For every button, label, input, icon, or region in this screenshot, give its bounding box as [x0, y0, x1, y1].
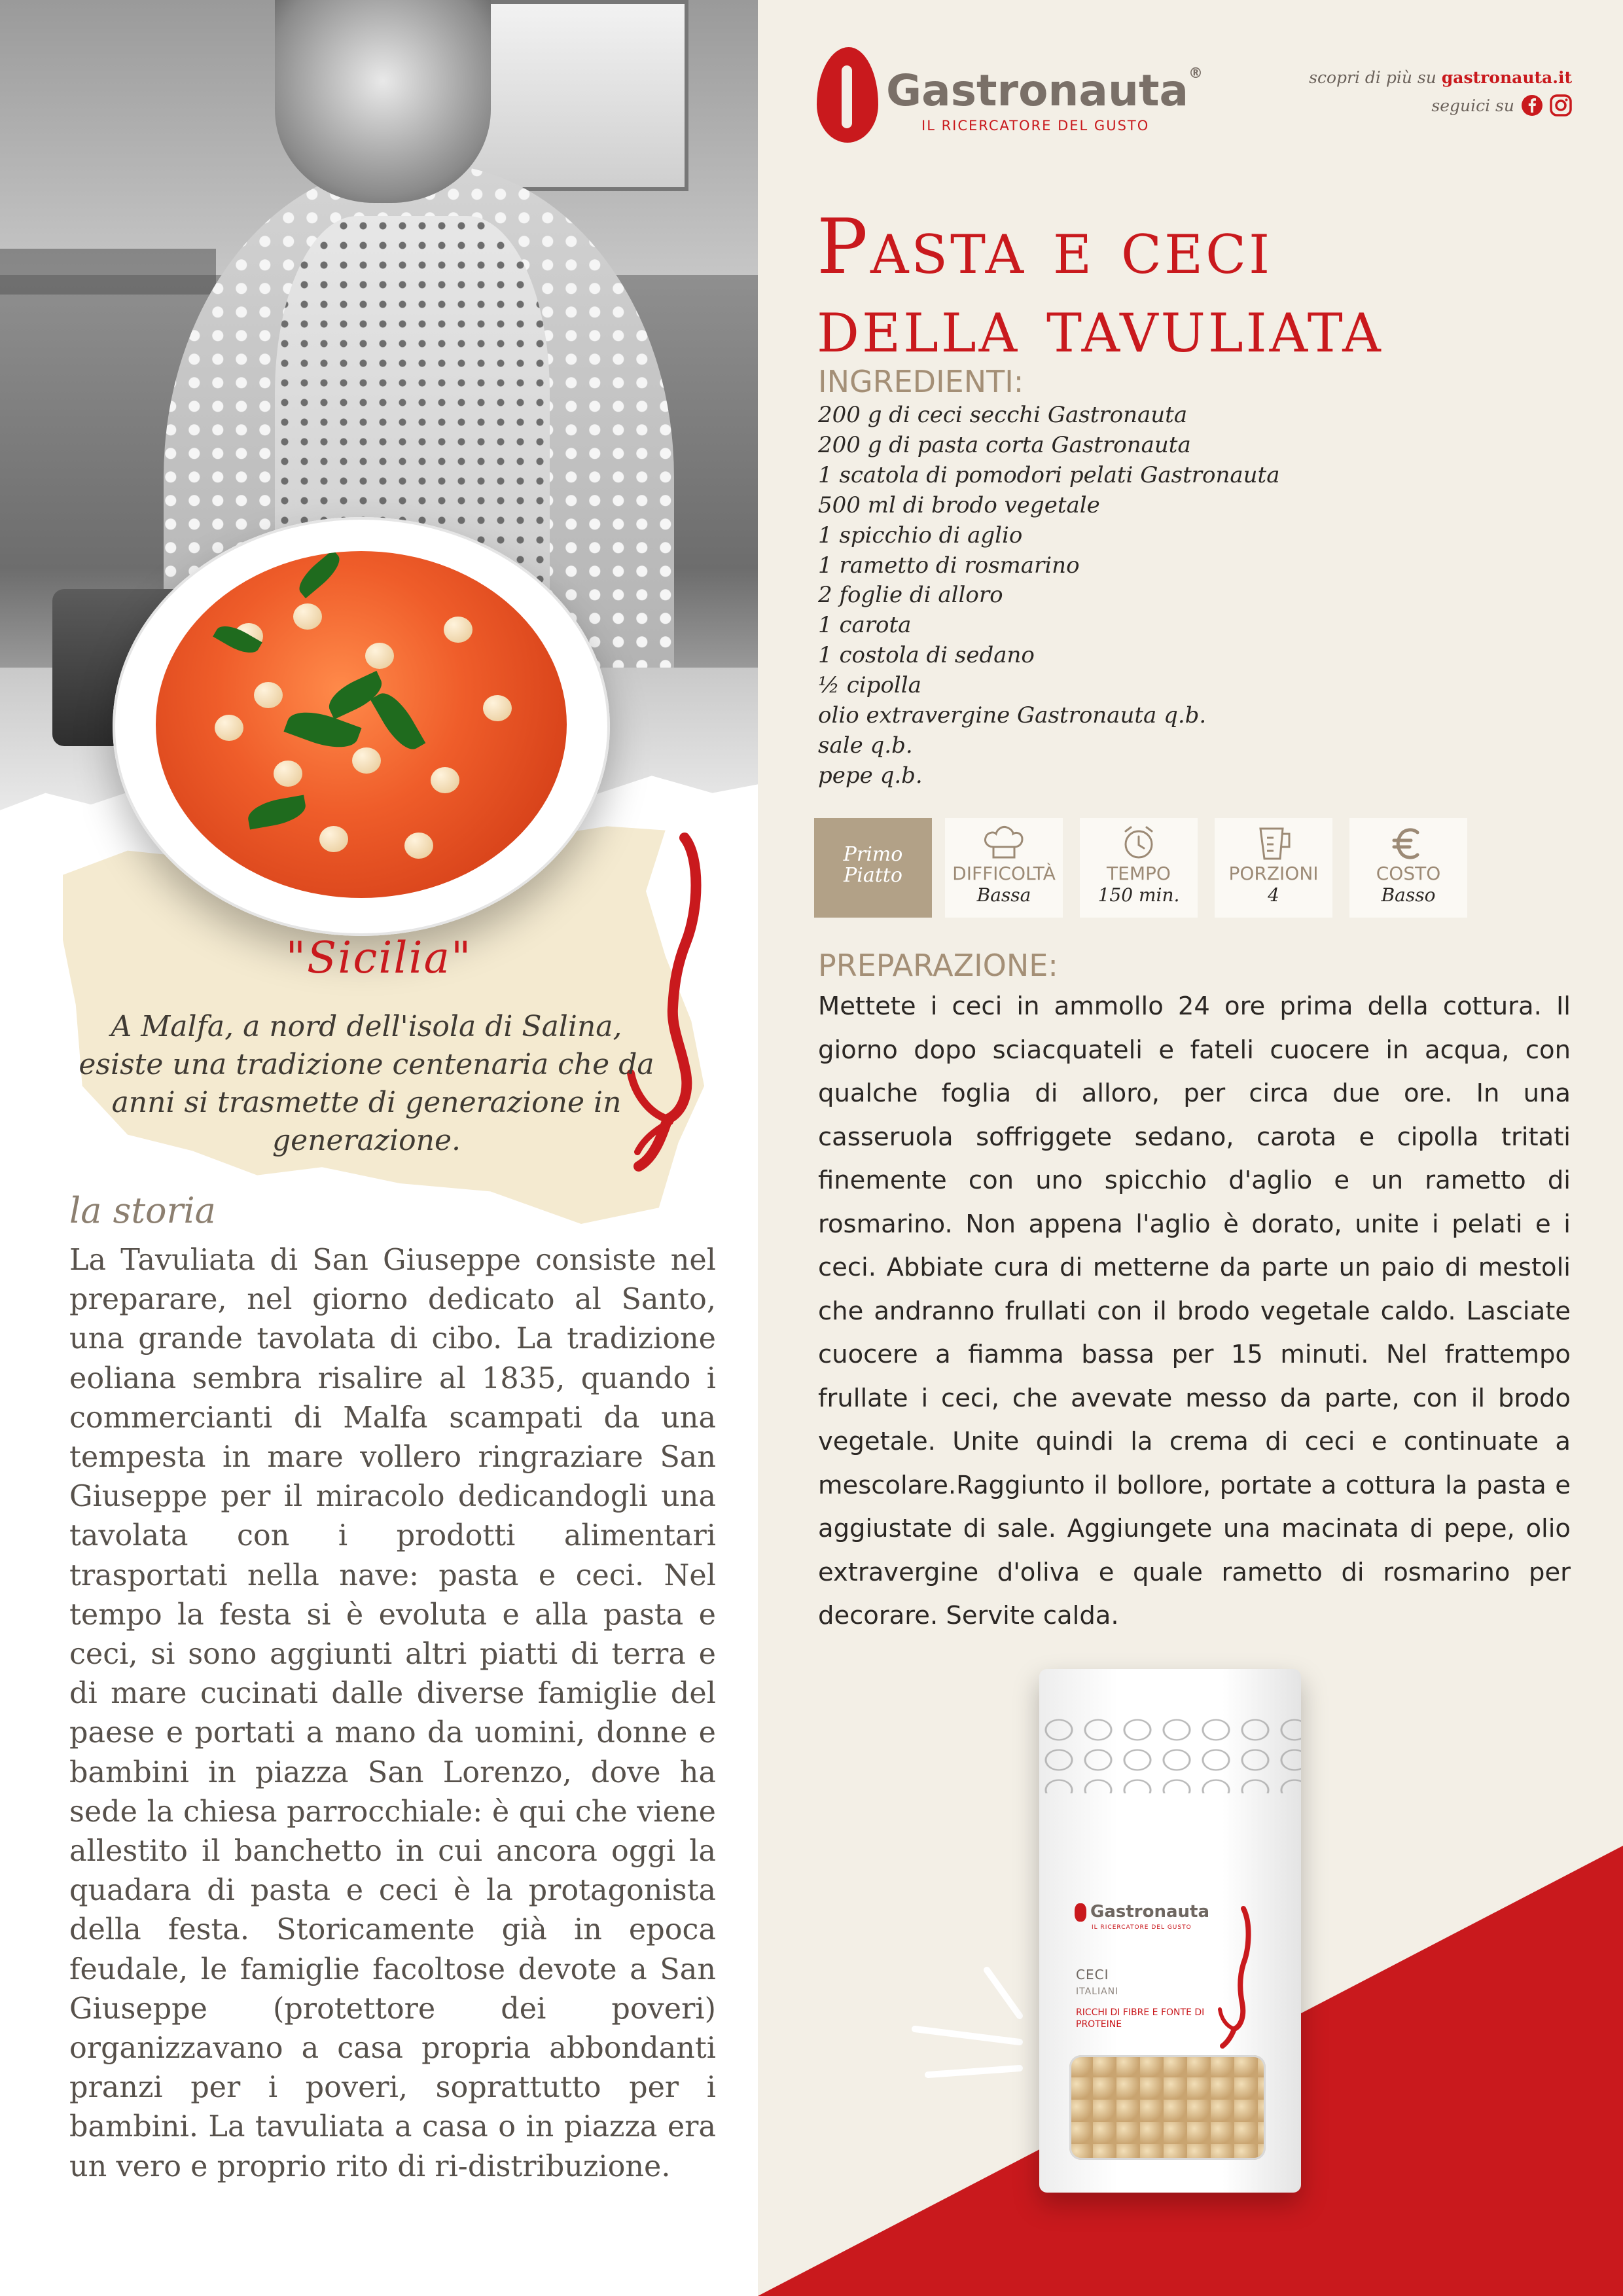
- difficulty-value: Bassa: [976, 884, 1031, 906]
- servings-label: PORZIONI: [1228, 863, 1319, 884]
- alarm-clock-icon: [1118, 825, 1160, 861]
- brand-mark-icon: [817, 47, 878, 143]
- difficulty-label: DIFFICOLTÀ: [952, 863, 1056, 884]
- ingredient-item: 1 rametto di rosmarino: [818, 552, 1080, 579]
- ingredient-item: 1 carota: [818, 612, 912, 639]
- bag-fork-icon: [1216, 1905, 1255, 2049]
- ingredient-item: 2 foglie di alloro: [818, 582, 1003, 609]
- time-card: [1080, 818, 1198, 918]
- bag-brand-mark-icon: [1075, 1903, 1086, 1922]
- bag-product-name: CECI: [1076, 1967, 1109, 1982]
- ingredients-heading: INGREDIENTI:: [818, 364, 1024, 399]
- instagram-icon[interactable]: [1550, 94, 1572, 117]
- story-heading: la storia: [69, 1190, 216, 1231]
- ingredient-item: 1 costola di sedano: [818, 642, 1035, 669]
- course-card: [814, 818, 932, 918]
- ingredient-item: olio extravergine Gastronauta q.b.: [818, 702, 1207, 729]
- chef-hat-icon: [983, 825, 1025, 861]
- preparation-text: Mettete i ceci in ammollo 24 ore prima della cottura. Il giorno dopo sciacquateli e fateli cuocere in acqua, con qualche foglia di alloro, per circa due ore. In una casseruola soffriggete sedano, carota e cipolla tritati finemente con uno spicchio d'aglio e un rametto di rosmarino. Non appena l'aglio è dorato, unite i pelati e i ceci. Abbiate cura di metterne da parte un paio di mestoli che andranno frullati con il brodo vegetale caldo. Lasciate cuocere a fiamma bassa per 15 minuti. Nel frattempo frullate i ceci, che avevate messo da parte, con il brodo vegetale. Unite quindi la crema di ceci e continuate a mescolare.Raggiunto il bollore, portate a cottura la pasta e aggiustate di sale. Aggiungete una macinata di pepe, olio extravergine d'oliva e quale rametto di rosmarino per decorare. Servite calda.: [818, 992, 1571, 1630]
- ingredient-item: 1 scatola di pomodori pelati Gastronauta: [818, 461, 1280, 488]
- highlight-rays: [889, 1957, 1059, 2088]
- story-text: La Tavuliata di San Giuseppe consiste nel preparare, nel giorno dedicato al Santo, una grande tavolata di cibo. La tradizione eoliana sembra risalire al 1835, quando i commercianti di Malfa scampati da una tempesta in mare vollero ringraziare San Giuseppe per il miracolo dedicandogli una tavolata con i prodotti alimentari trasportati nella nave: pasta e ceci. Nel tempo la festa si è evoluta e alla pasta e ceci, si sono aggiunti altri piatti di terra e di mare cucinati dalle diverse famiglie del paese e portati a mano da uomini, donne e bambini in piazza San Lorenzo, dove ha sede la chiesa parrocchiale: è qui che viene allestito il banchetto in cui ancora oggi la quadara di pasta e ceci è la protagonista della festa. Storicamente già in epoca feudale, le famiglie facoltose devote a San Giuseppe (protettore dei poveri) organizzavano a casa propria abbondanti pranzi per i poveri, soprattutto per i bambini. La tavuliata a casa o in piazza era un vero e proprio rito di ri-distribuzione.: [69, 1244, 716, 2183]
- discover-line: [1309, 68, 1572, 87]
- brand-name: Gastronauta: [886, 65, 1189, 116]
- region-tagline: A Malfa, a nord dell'isola di Salina, esiste una tradizione centenaria che da anni si trasmette di generazione in generazione.: [79, 1010, 654, 1157]
- right-column: [758, 0, 1623, 2296]
- time-label: TEMPO: [1107, 863, 1171, 884]
- measuring-jug-icon: [1253, 825, 1294, 861]
- ingredient-item: sale q.b.: [818, 732, 913, 759]
- bag-window-chickpeas: [1069, 2055, 1266, 2160]
- legume-pattern: [1039, 1715, 1301, 1793]
- ingredient-item: 1 spicchio di aglio: [818, 522, 1023, 548]
- ingredients-list: [818, 401, 1279, 791]
- soup-bowl-image: [113, 517, 610, 936]
- ingredient-item: 500 ml di brodo vegetale: [818, 492, 1100, 518]
- recipe-title-line-1: Pasta e ceci: [817, 203, 1273, 291]
- time-value: 150 min.: [1097, 884, 1180, 906]
- brand-logo[interactable]: [817, 47, 1204, 139]
- cost-value: Basso: [1381, 884, 1436, 906]
- follow-line: [1431, 94, 1572, 117]
- ingredient-item: pepe q.b.: [818, 762, 923, 789]
- follow-label: seguici su: [1431, 96, 1514, 115]
- region-title: "Sicilia": [285, 933, 473, 983]
- cost-label: COSTO: [1376, 863, 1441, 884]
- bag-brand: Gastronauta: [1075, 1902, 1209, 1922]
- difficulty-card: [945, 818, 1063, 918]
- left-column: [0, 0, 758, 2296]
- chickpeas-product-bag: [1039, 1669, 1301, 2193]
- preparation-heading: PREPARAZIONE:: [818, 948, 1058, 983]
- ingredient-item: 200 g di ceci secchi Gastronauta: [818, 402, 1188, 428]
- recipe-title-line-2: della tavuliata: [817, 281, 1383, 370]
- ingredient-item: ½ cipolla: [818, 672, 921, 699]
- registered-mark: ®: [1188, 65, 1204, 82]
- discover-prefix: scopri di più su: [1309, 68, 1436, 87]
- website-link[interactable]: gastronauta.it: [1441, 68, 1572, 87]
- course-label: Primo Piatto: [843, 843, 903, 887]
- bag-brand-subtitle: IL RICERCATORE DEL GUSTO: [1092, 1924, 1192, 1931]
- ingredient-item: 200 g di pasta corta Gastronauta: [818, 431, 1191, 458]
- bag-product-origin: ITALIANI: [1076, 1986, 1119, 1997]
- brand-subtitle: IL RICERCATORE DEL GUSTO: [921, 118, 1150, 134]
- recipe-info-cards: [814, 818, 1599, 919]
- facebook-icon[interactable]: [1521, 94, 1543, 117]
- servings-value: 4: [1268, 884, 1279, 906]
- cost-card: [1349, 818, 1467, 918]
- euro-icon: [1387, 825, 1429, 861]
- bag-product-claim: RICCHI DI FIBRE E FONTE DI PROTEINE: [1076, 2007, 1205, 2030]
- servings-card: [1215, 818, 1332, 918]
